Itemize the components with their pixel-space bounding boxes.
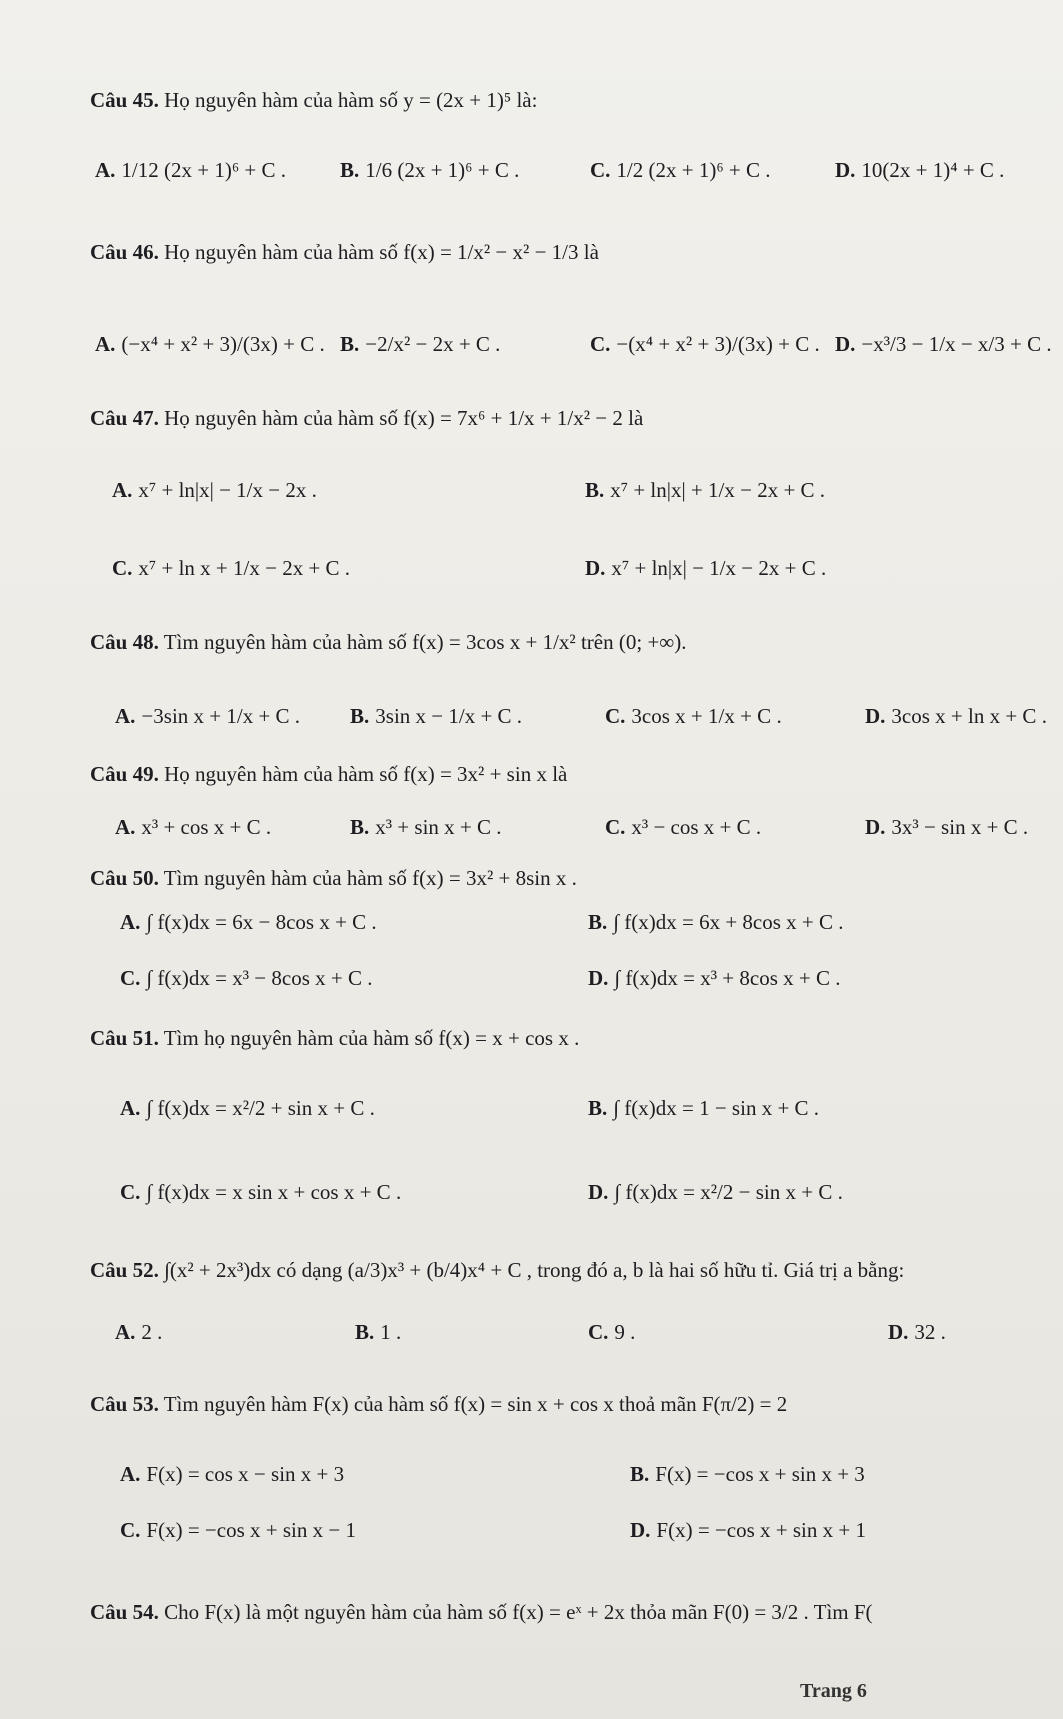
question-number: Câu 47. (90, 406, 159, 430)
question-number: Câu 48. (90, 630, 159, 654)
option-d: D. 10(2x + 1)⁴ + C . (835, 158, 1005, 182)
question-number: Câu 45. (90, 88, 159, 112)
option-d: D. x⁷ + ln|x| − 1/x − 2x + C . (585, 556, 827, 580)
option-d: D. −x³/3 − 1/x − x/3 + C . (835, 332, 1052, 356)
option-c: C. x³ − cos x + C . (605, 815, 762, 839)
option-a: A. 2 . (115, 1320, 163, 1344)
option-a: A. (−x⁴ + x² + 3)/(3x) + C . (95, 332, 325, 356)
question-47 (90, 406, 1043, 431)
question-52 (90, 1258, 1043, 1283)
option-c: C. 3cos x + 1/x + C . (605, 704, 782, 728)
question-number: Câu 52. (90, 1258, 159, 1282)
question-45 (90, 88, 1043, 113)
question-number: Câu 54. (90, 1600, 159, 1624)
option-a: A. −3sin x + 1/x + C . (115, 704, 301, 728)
option-c: C. F(x) = −cos x + sin x − 1 (120, 1518, 356, 1542)
question-53 (90, 1392, 1043, 1417)
question-text: Họ nguyên hàm của hàm số f(x) = 1/x² − x² − 1/3 là (164, 240, 599, 264)
question-number: Câu 49. (90, 762, 159, 786)
question-number: Câu 53. (90, 1392, 159, 1416)
question-54 (90, 1600, 1043, 1625)
question-text: Họ nguyên hàm của hàm số y = (2x + 1)⁵ là: (164, 88, 538, 112)
question-text: Tìm nguyên hàm của hàm số f(x) = 3cos x + 1/x² trên (0; +∞). (163, 630, 687, 654)
option-b: B. F(x) = −cos x + sin x + 3 (630, 1462, 865, 1486)
option-c: C. 1/2 (2x + 1)⁶ + C . (590, 158, 771, 182)
question-text: Cho F(x) là một nguyên hàm của hàm số f(x) = eˣ + 2x thỏa mãn F(0) = 3/2 . Tìm F( (164, 1600, 873, 1624)
question-number: Câu 51. (90, 1026, 159, 1050)
option-d: D. 3x³ − sin x + C . (865, 815, 1029, 839)
question-number: Câu 46. (90, 240, 159, 264)
option-a: A. ∫ f(x)dx = 6x − 8cos x + C . (120, 910, 377, 934)
option-b: B. ∫ f(x)dx = 1 − sin x + C . (588, 1096, 820, 1120)
option-d: D. ∫ f(x)dx = x²/2 − sin x + C . (588, 1180, 843, 1204)
option-a: A. x³ + cos x + C . (115, 815, 272, 839)
option-b: B. −2/x² − 2x + C . (340, 332, 501, 356)
question-49 (90, 762, 1043, 787)
page-number: Trang 6 (800, 1680, 867, 1702)
option-c: C. −(x⁴ + x² + 3)/(3x) + C . (590, 332, 820, 356)
option-d: D. 32 . (888, 1320, 946, 1344)
option-c: C. ∫ f(x)dx = x³ − 8cos x + C . (120, 966, 373, 990)
question-text: Tìm họ nguyên hàm của hàm số f(x) = x + cos x . (163, 1026, 580, 1050)
option-b: B. x⁷ + ln|x| + 1/x − 2x + C . (585, 478, 826, 502)
option-d: D. F(x) = −cos x + sin x + 1 (630, 1518, 866, 1542)
option-b: B. x³ + sin x + C . (350, 815, 502, 839)
option-a: A. ∫ f(x)dx = x²/2 + sin x + C . (120, 1096, 375, 1120)
question-number: Câu 50. (90, 866, 159, 890)
option-b: B. 3sin x − 1/x + C . (350, 704, 523, 728)
option-d: D. 3cos x + ln x + C . (865, 704, 1047, 728)
option-c: C. 9 . (588, 1320, 636, 1344)
option-c: C. x⁷ + ln x + 1/x − 2x + C . (112, 556, 351, 580)
question-51 (90, 1026, 1043, 1051)
question-46 (90, 240, 1043, 265)
option-b: B. 1 . (355, 1320, 402, 1344)
question-text: Họ nguyên hàm của hàm số f(x) = 3x² + sin x là (164, 762, 568, 786)
option-a: A. F(x) = cos x − sin x + 3 (120, 1462, 345, 1486)
question-48 (90, 630, 1043, 655)
question-text: Tìm nguyên hàm F(x) của hàm số f(x) = sin x + cos x thoả mãn F(π/2) = 2 (163, 1392, 788, 1416)
option-a: A. 1/12 (2x + 1)⁶ + C . (95, 158, 287, 182)
option-c: C. ∫ f(x)dx = x sin x + cos x + C . (120, 1180, 402, 1204)
question-text: ∫(x² + 2x³)dx có dạng (a/3)x³ + (b/4)x⁴ + C , trong đó a, b là hai số hữu tỉ. Giá trị a bằng: (164, 1258, 905, 1282)
option-a: A. x⁷ + ln|x| − 1/x − 2x . (112, 478, 317, 502)
option-b: B. ∫ f(x)dx = 6x + 8cos x + C . (588, 910, 844, 934)
option-b: B. 1/6 (2x + 1)⁶ + C . (340, 158, 520, 182)
question-text: Họ nguyên hàm của hàm số f(x) = 7x⁶ + 1/x + 1/x² − 2 là (164, 406, 644, 430)
question-text: Tìm nguyên hàm của hàm số f(x) = 3x² + 8sin x . (163, 866, 577, 890)
question-50 (90, 866, 1043, 891)
option-d: D. ∫ f(x)dx = x³ + 8cos x + C . (588, 966, 841, 990)
